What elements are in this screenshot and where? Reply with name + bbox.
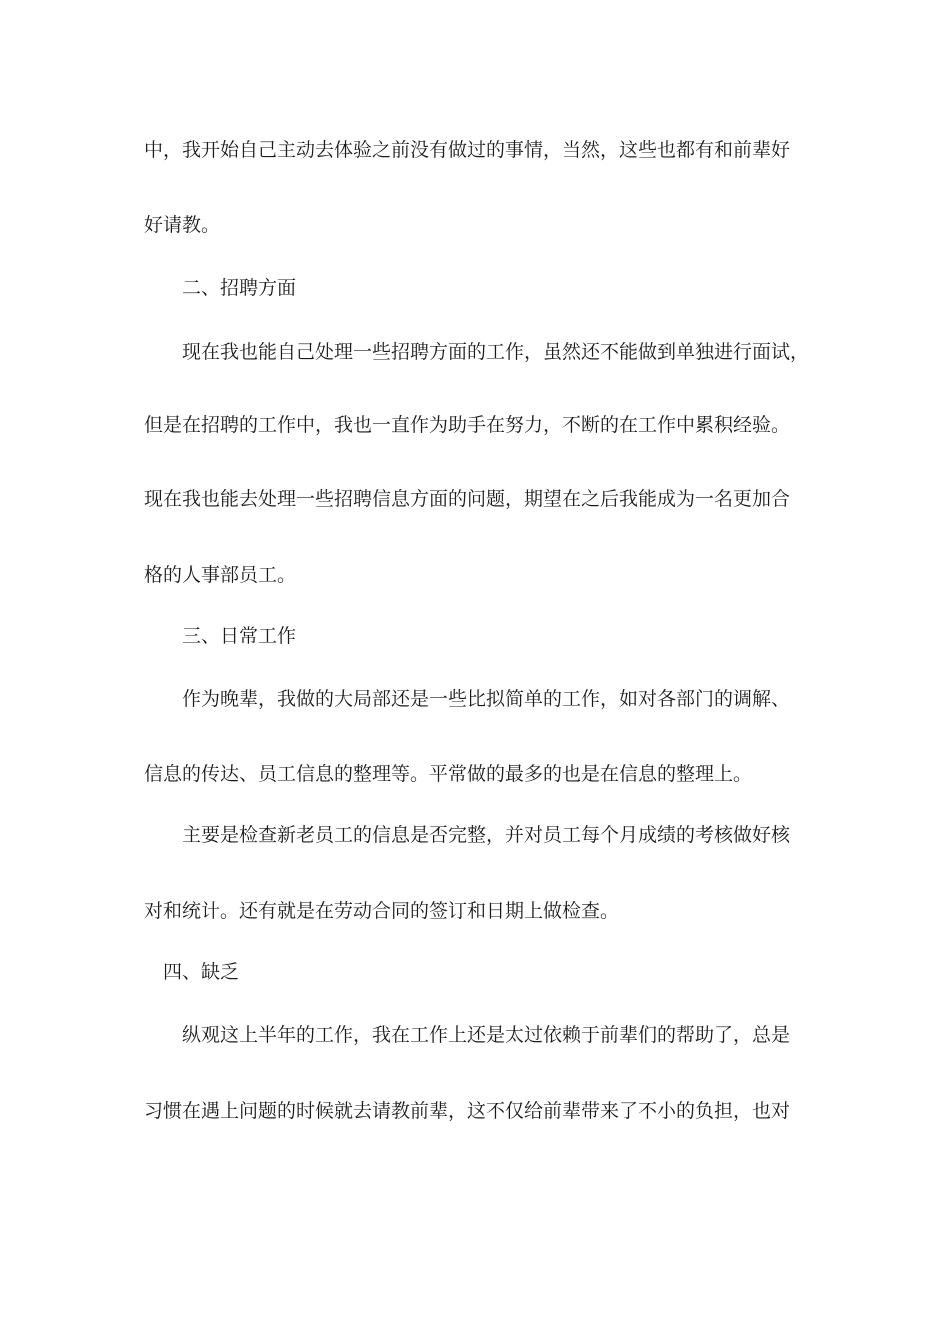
- text-line: 信息的传达、员工信息的整理等。平常做的最多的也是在信息的整理上。: [144, 763, 753, 785]
- text-line: 中，我开始自己主动去体验之前没有做过的事情，当然，这些也都有和前辈好: [144, 139, 791, 161]
- text-line: 对和统计。还有就是在劳动合同的签订和日期上做检查。: [144, 900, 620, 922]
- text-line: 现在我也能去处理一些招聘信息方面的问题，期望在之后我能成为一名更加合: [144, 488, 791, 510]
- text-line: 纵观这上半年的工作，我在工作上还是太过依赖于前辈们的帮助了，总是: [182, 1024, 791, 1046]
- text-line: 主要是检查新老员工的信息是否完整，并对员工每个月成绩的考核做好核: [182, 824, 791, 846]
- text-line: 习惯在遇上问题的时候就去请教前辈，这不仅给前辈带来了不小的负担，也对: [144, 1100, 791, 1122]
- text-line: 好请教。: [144, 214, 221, 236]
- section-heading: 二、招聘方面: [182, 277, 297, 299]
- text-line: 但是在招聘的工作中，我也一直作为助手在努力，不断的在工作中累积经验。: [144, 414, 791, 436]
- text-line: 格的人事部员工。: [144, 564, 297, 586]
- text-line: 现在我也能自己处理一些招聘方面的工作，虽然还不能做到单独进行面试，: [182, 341, 810, 363]
- section-heading: 四、缺乏: [163, 961, 240, 983]
- section-heading: 三、日常工作: [182, 625, 297, 647]
- text-line: 作为晚辈，我做的大局部还是一些比拟简单的工作，如对各部门的调解、: [182, 688, 791, 710]
